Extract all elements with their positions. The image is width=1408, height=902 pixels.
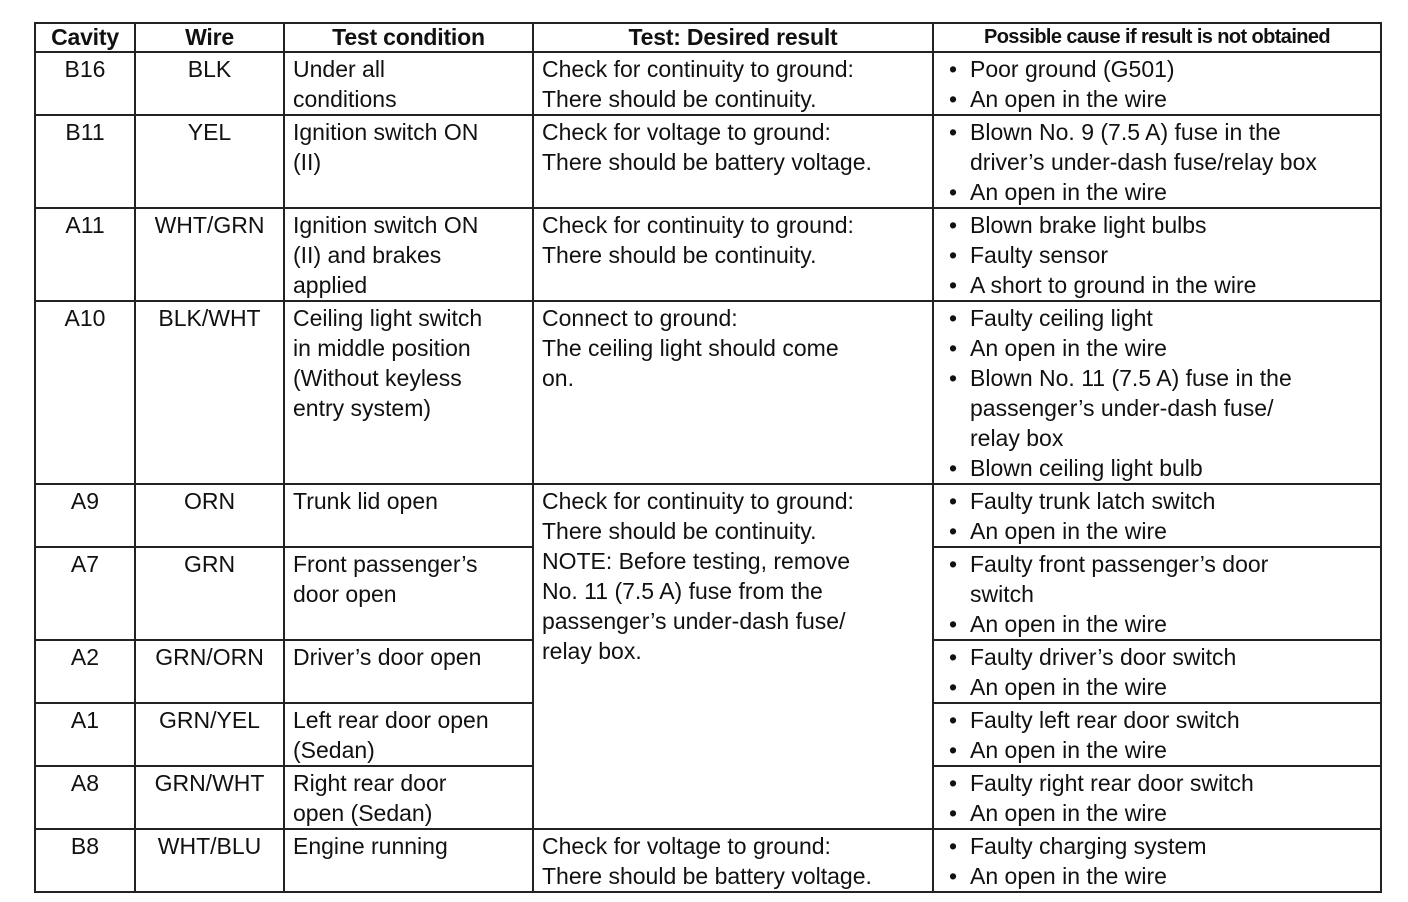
result-line: Check for voltage to ground:: [542, 833, 831, 859]
cause-line: • An open in the wire: [970, 863, 1167, 889]
result-line: Check for continuity to ground:: [542, 56, 854, 82]
cause-item: [942, 609, 1372, 639]
cause-line: • Blown ceiling light bulb: [970, 455, 1203, 481]
header-cavity: Cavity: [35, 23, 135, 52]
result-cell: [533, 208, 933, 301]
condition-cell: [284, 115, 533, 208]
condition-cell: [284, 829, 533, 892]
result-line: The ceiling light should come: [542, 335, 839, 361]
condition-line: Engine running: [293, 833, 448, 859]
cause-list: [942, 549, 1372, 639]
cause-item: [942, 642, 1372, 672]
cavity-cell: A7: [35, 547, 135, 640]
result-line: Check for continuity to ground:: [542, 488, 854, 514]
cause-line: • An open in the wire: [970, 674, 1167, 700]
cause-list: [942, 54, 1372, 114]
cause-item: [942, 486, 1372, 516]
cavity-cell: B8: [35, 829, 135, 892]
cause-cell: [933, 829, 1381, 892]
result-line: There should be continuity.: [542, 518, 817, 544]
result-line: Connect to ground:: [542, 305, 738, 331]
condition-line: entry system): [293, 395, 432, 421]
wire-cell: BLK/WHT: [135, 301, 284, 484]
cavity-cell: A2: [35, 640, 135, 703]
wire-cell: GRN: [135, 547, 284, 640]
wire-cell: ORN: [135, 484, 284, 547]
cause-line: • An open in the wire: [970, 611, 1167, 637]
cavity-cell: A9: [35, 484, 135, 547]
cause-cell: [933, 301, 1381, 484]
result-cell: [533, 829, 933, 892]
cause-item: [942, 861, 1372, 891]
cause-item: [942, 735, 1372, 765]
condition-line: applied: [293, 272, 368, 298]
cause-line: • Faulty trunk latch switch: [970, 488, 1216, 514]
cause-cell: [933, 115, 1381, 208]
wire-cell: GRN/ORN: [135, 640, 284, 703]
cause-line: switch: [970, 581, 1034, 607]
cause-list: [942, 831, 1372, 891]
cause-cell: [933, 703, 1381, 766]
shared-result-cell: [533, 484, 933, 829]
cause-item: [942, 303, 1372, 333]
cause-cell: [933, 208, 1381, 301]
wire-cell: WHT/BLU: [135, 829, 284, 892]
condition-line: (II) and brakes: [293, 242, 442, 268]
condition-line: (II): [293, 149, 322, 175]
condition-line: open (Sedan): [293, 800, 433, 826]
result-cell: [533, 52, 933, 115]
condition-line: Under all: [293, 56, 386, 82]
wire-cell: BLK: [135, 52, 284, 115]
condition-line: Left rear door open: [293, 707, 489, 733]
cause-line: • Blown brake light bulbs: [970, 212, 1207, 238]
cause-line: • An open in the wire: [970, 86, 1167, 112]
cause-cell: [933, 766, 1381, 829]
header-desired-result: Test: Desired result: [533, 23, 933, 52]
cause-item: [942, 549, 1372, 609]
condition-cell: [284, 547, 533, 640]
result-line: There should be battery voltage.: [542, 863, 872, 889]
cause-item: [942, 333, 1372, 363]
cause-item: [942, 798, 1372, 828]
cause-item: [942, 84, 1372, 114]
cause-item: [942, 177, 1372, 207]
condition-line: Trunk lid open: [293, 488, 438, 514]
cause-item: [942, 54, 1372, 84]
condition-line: (Without keyless: [293, 365, 462, 391]
result-line: There should be continuity.: [542, 242, 817, 268]
condition-line: Right rear door: [293, 770, 447, 796]
cause-item: [942, 270, 1372, 300]
cause-item: [942, 453, 1372, 483]
cause-list: [942, 303, 1372, 483]
cause-list: [942, 768, 1372, 828]
condition-line: in middle position: [293, 335, 471, 361]
cavity-cell: A1: [35, 703, 135, 766]
cause-item: [942, 240, 1372, 270]
header-wire: Wire: [135, 23, 284, 52]
wire-cell: GRN/YEL: [135, 703, 284, 766]
header-test-condition: Test condition: [284, 23, 533, 52]
cause-line: • A short to ground in the wire: [970, 272, 1257, 298]
condition-line: Driver’s door open: [293, 644, 482, 670]
header-possible-cause: Possible cause if result is not obtained: [933, 23, 1381, 52]
cause-line: passenger’s under-dash fuse/: [970, 395, 1274, 421]
cause-item: [942, 363, 1372, 453]
cause-item: [942, 768, 1372, 798]
condition-line: Ignition switch ON: [293, 119, 479, 145]
cause-line: • Faulty driver’s door switch: [970, 644, 1237, 670]
result-line: Check for continuity to ground:: [542, 212, 854, 238]
cause-cell: [933, 640, 1381, 703]
cause-item: [942, 831, 1372, 861]
condition-cell: [284, 766, 533, 829]
cause-item: [942, 117, 1372, 177]
table-row: [35, 208, 1381, 301]
table-row: [35, 484, 1381, 547]
condition-cell: [284, 208, 533, 301]
result-line: on.: [542, 365, 574, 391]
cavity-cell: B11: [35, 115, 135, 208]
cavity-cell: A8: [35, 766, 135, 829]
cause-list: [942, 486, 1372, 546]
cause-line: • Blown No. 11 (7.5 A) fuse in the: [970, 365, 1292, 391]
cause-line: • An open in the wire: [970, 800, 1167, 826]
table-row: [35, 52, 1381, 115]
condition-line: (Sedan): [293, 737, 375, 763]
cause-line: • Faulty left rear door switch: [970, 707, 1240, 733]
cause-line: • Faulty ceiling light: [970, 305, 1153, 331]
result-line: There should be battery voltage.: [542, 149, 872, 175]
cause-item: [942, 210, 1372, 240]
condition-cell: [284, 52, 533, 115]
result-cell: [533, 115, 933, 208]
cause-line: driver’s under-dash fuse/relay box: [970, 149, 1317, 175]
cause-item: [942, 516, 1372, 546]
note-line: No. 11 (7.5 A) fuse from the: [542, 578, 823, 604]
cause-line: • An open in the wire: [970, 335, 1167, 361]
result-line: There should be continuity.: [542, 86, 817, 112]
condition-cell: [284, 301, 533, 484]
wire-cell: WHT/GRN: [135, 208, 284, 301]
cause-line: relay box: [970, 425, 1064, 451]
cavity-cell: A11: [35, 208, 135, 301]
condition-line: Ceiling light switch: [293, 305, 483, 331]
cause-line: • Faulty charging system: [970, 833, 1207, 859]
condition-cell: [284, 484, 533, 547]
cause-list: [942, 117, 1372, 207]
cause-list: [942, 210, 1372, 300]
condition-line: door open: [293, 581, 397, 607]
cause-line: • Faulty front passenger’s door: [970, 551, 1269, 577]
cause-line: • Poor ground (G501): [970, 56, 1175, 82]
condition-line: conditions: [293, 86, 397, 112]
cause-line: • Faulty right rear door switch: [970, 770, 1254, 796]
cause-cell: [933, 484, 1381, 547]
header-row: [35, 23, 1381, 52]
cause-list: [942, 705, 1372, 765]
cavity-cell: B16: [35, 52, 135, 115]
wire-cell: YEL: [135, 115, 284, 208]
cause-cell: [933, 52, 1381, 115]
note-line: relay box.: [542, 638, 642, 664]
table-row: [35, 301, 1381, 484]
result-line: Check for voltage to ground:: [542, 119, 831, 145]
wire-cell: GRN/WHT: [135, 766, 284, 829]
condition-line: Ignition switch ON: [293, 212, 479, 238]
condition-line: Front passenger’s: [293, 551, 478, 577]
cause-list: [942, 642, 1372, 702]
note-line: NOTE: Before testing, remove: [542, 548, 851, 574]
cause-line: • An open in the wire: [970, 737, 1167, 763]
cause-item: [942, 672, 1372, 702]
condition-cell: [284, 640, 533, 703]
note-line: passenger’s under-dash fuse/: [542, 608, 846, 634]
condition-cell: [284, 703, 533, 766]
result-cell: [533, 301, 933, 484]
cause-line: • Faulty sensor: [970, 242, 1109, 268]
cause-line: • An open in the wire: [970, 179, 1167, 205]
cause-cell: [933, 547, 1381, 640]
cause-line: • An open in the wire: [970, 518, 1167, 544]
table-row: [35, 829, 1381, 892]
cause-line: • Blown No. 9 (7.5 A) fuse in the: [970, 119, 1281, 145]
cause-item: [942, 705, 1372, 735]
table-row: [35, 115, 1381, 208]
wire-test-table: [34, 22, 1382, 893]
cavity-cell: A10: [35, 301, 135, 484]
